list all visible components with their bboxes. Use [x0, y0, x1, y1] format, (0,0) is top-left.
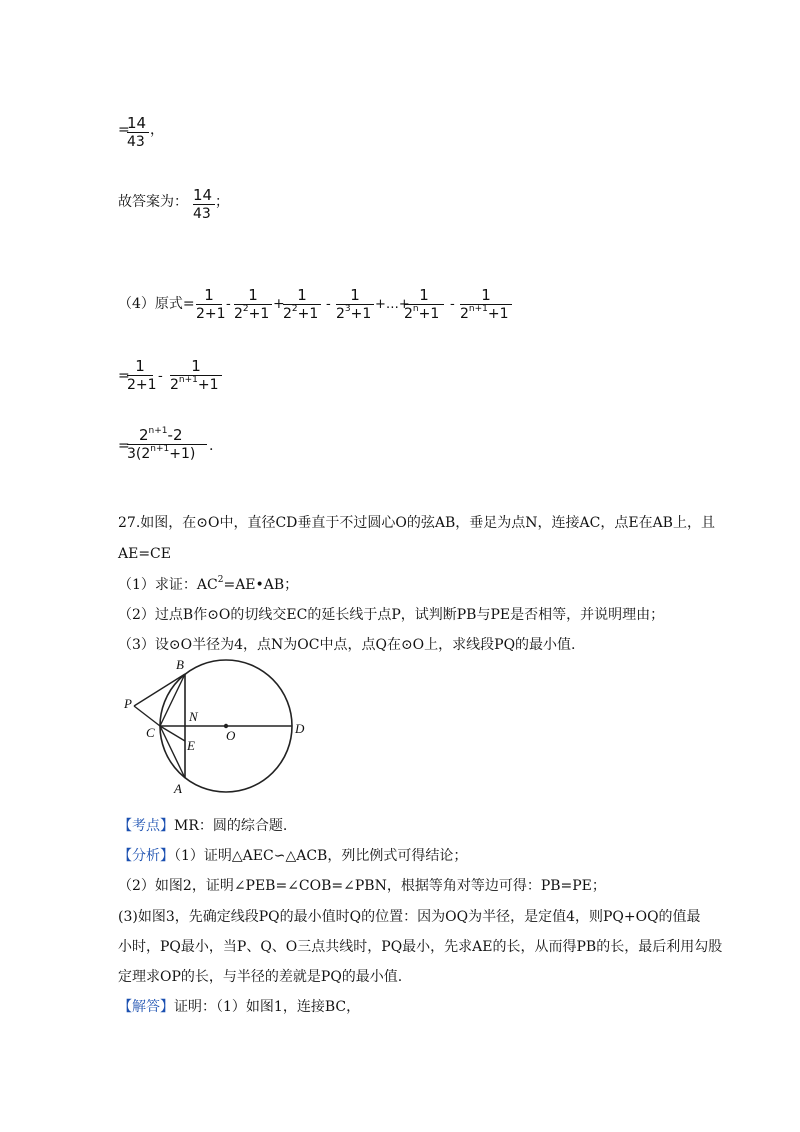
fenxi-line3: (3)如图3，先确定线段PQ的最小值时Q的位置：因为OQ为半径，是定值4，则PQ+OQ的值最 — [118, 909, 701, 925]
numerator: 14 — [127, 114, 147, 132]
label-d: D — [295, 721, 305, 736]
term-5: 1 $2^n+1$ — [404, 286, 444, 323]
kaodian-tag: 【考点】 — [118, 818, 174, 834]
fenxi-line1: 【分析】（1）证明△AEC∽△ACB，列比例式可得结论； — [118, 848, 468, 864]
jieda-tag: 【解答】 — [118, 999, 174, 1015]
fenxi-line4: 小时，PQ最小，当P、Q、O三点共线时，PQ最小，先求AE的长，从而得PB的长，最后利用勾股 — [118, 939, 723, 955]
op: - — [450, 296, 455, 312]
term-6: 1 $2^{n+1}+1$ — [460, 286, 512, 323]
label-p: P — [124, 696, 132, 711]
term-4: 1 $2^3+1$ — [336, 286, 374, 323]
fraction-answer: 14 43 — [193, 186, 215, 223]
answer-label: 故答案为： — [118, 194, 188, 210]
l2-term-1: 1 2+1 — [127, 357, 157, 393]
label-a: A — [174, 781, 182, 796]
geometry-figure — [118, 655, 318, 800]
label-n: N — [189, 709, 198, 724]
eq-sign: = — [118, 438, 130, 454]
problem-stem-line2: AE=CE — [118, 546, 171, 562]
label-e: E — [187, 738, 195, 753]
eq-sign: = — [118, 368, 130, 384]
punct: . — [209, 438, 214, 454]
question-3: （3）设⊙O半径为4，点N为OC中点，点Q在⊙O上，求线段PQ的最小值. — [118, 637, 576, 653]
question-1: （1）求证：$AC^2=AE•AB$； — [118, 575, 299, 593]
fenxi-line5: 定理求OP的长，与半径的差就是PQ的最小值. — [118, 969, 403, 985]
label-c: C — [146, 725, 155, 740]
fraction-14-43 — [127, 114, 149, 151]
term-3: 1 $2^2+1$ — [283, 286, 321, 323]
eq-sign: = — [118, 122, 130, 138]
punct: ， — [150, 122, 164, 138]
kaodian-line: 【考点】MR：圆的综合题. — [118, 818, 288, 834]
punct: ； — [215, 194, 229, 210]
question-2: （2）过点B作⊙O的切线交EC的延长线于点P，试判断PB与PE是否相等，并说明理由； — [118, 607, 665, 623]
op: - — [226, 296, 231, 312]
fenxi-line2: （2）如图2，证明∠PEB=∠COB=∠PBN，根据等角对等边可得：PB=PE； — [118, 878, 606, 894]
label-o: O — [226, 728, 236, 743]
op: +…+ — [375, 297, 410, 312]
fenxi-tag: 【分析】 — [118, 848, 174, 864]
jieda-line: 【解答】证明：（1）如图1，连接BC， — [118, 999, 361, 1015]
denominator: 43 — [127, 134, 145, 150]
op: - — [158, 368, 163, 384]
segment-pc — [134, 706, 160, 726]
op: - — [326, 296, 331, 312]
l2-term-2: 1 $2^{n+1}+1$ — [170, 357, 222, 394]
term-2: 1 $2^2+1$ — [234, 286, 272, 323]
l3-fraction: $2^{n+1}-2$ $3(2^{n+1}+1)$ — [127, 426, 207, 463]
op: + — [273, 296, 285, 312]
label-b: B — [176, 657, 184, 672]
part4-label: （4）原式= — [118, 296, 195, 312]
term-1: 1 2+1 — [196, 286, 226, 322]
problem-stem-line1: 27.如图，在⊙O中，直径CD垂直于不过圆心O的弦AB，垂足为点N，连接AC，点E在AB上，且 — [118, 515, 715, 531]
